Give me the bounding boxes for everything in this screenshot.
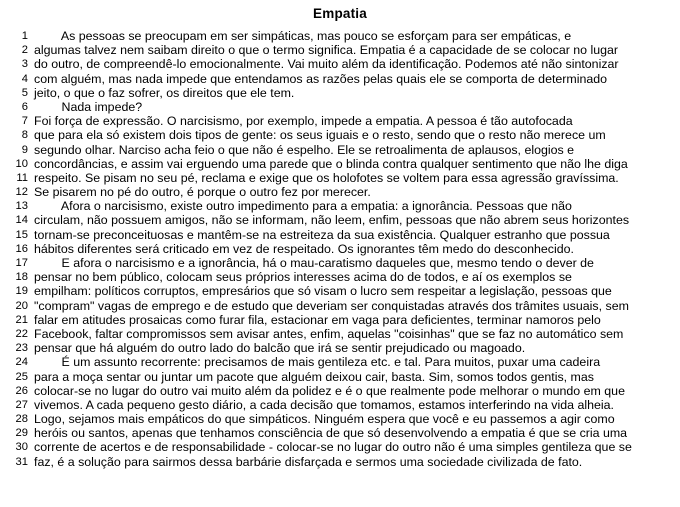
line-text: faz, é a solução para sairmos dessa barbárie disfarçada e sermos uma sociedade civilizada de fato. xyxy=(34,454,583,469)
text-line xyxy=(21,114,672,129)
line-text: vivemos. A cada pequeno gesto diário, a cada decisão que tomamos, estamos interferindo na vida alheia. xyxy=(34,397,614,412)
line-number: 16 xyxy=(15,242,28,255)
line-number: 12 xyxy=(15,186,28,199)
text-line xyxy=(15,369,672,384)
line-text: Foi força de expressão. O narcisismo, por exemplo, impede a empatia. A pessoa é tão autofocada xyxy=(34,114,573,129)
text-line xyxy=(15,270,672,285)
line-number: 5 xyxy=(21,86,28,99)
text-line xyxy=(21,85,672,100)
line-number: 28 xyxy=(15,413,28,426)
line-number: 31 xyxy=(15,455,28,468)
line-number: 8 xyxy=(21,129,28,142)
text-line xyxy=(21,57,672,72)
text-line xyxy=(15,156,672,171)
line-text: As pessoas se preocupam em ser simpáticas, mas pouco se esforçam para ser empáticas, e xyxy=(34,29,572,43)
line-text: É um assunto recorrente: precisamos de mais gentileza etc. e tal. Para muitos, puxar uma cadeira xyxy=(34,355,601,370)
line-text: jeito, o que o faz sofrer, os direitos que ele tem. xyxy=(34,85,295,100)
line-number: 23 xyxy=(15,342,28,355)
line-number: 17 xyxy=(15,257,28,269)
line-number: 21 xyxy=(15,313,28,326)
line-text: do outro, de compreendê-lo emocionalmente. Vai muito além da identificação. Podemos até não sintonizar xyxy=(34,57,619,72)
text-line xyxy=(15,256,672,270)
line-text: Facebook, faltar compromissos sem avisar antes, enfim, aquelas "coisinhas" que se faz no automático sem xyxy=(34,326,624,341)
line-number: 25 xyxy=(15,370,28,383)
line-number: 3 xyxy=(21,58,28,71)
line-number: 13 xyxy=(15,200,28,213)
line-text: falar em atitudes prosaicas como furar fila, estacionar em vaga para deficientes, terminar namoros pelo xyxy=(34,312,601,327)
text-line xyxy=(15,383,672,398)
line-text: que para ela só existem dois tipos de gente: os seus iguais e o resto, sendo que o resto não merece um xyxy=(34,128,606,143)
line-text: pensar que há alguém do outro lado do balcão que irá se sentir prejudicado ou magoado. xyxy=(34,341,526,356)
line-number: 27 xyxy=(15,398,28,411)
text-line xyxy=(15,412,672,427)
text-line xyxy=(15,397,672,412)
line-text: algumas talvez nem saibam direito o que o termo significa. Empatia é a capacidade de se colocar no lugar xyxy=(34,43,619,58)
line-text: com alguém, mas nada impede que entendamos as razões pelas quais ele se comporta de determinado xyxy=(34,71,608,86)
line-number: 20 xyxy=(15,299,28,312)
line-text: respeito. Se pisam no seu pé, reclama e exige que os holofotes se voltem para essa agressão gravíssima. xyxy=(34,170,619,185)
text-line xyxy=(15,326,672,341)
document-body xyxy=(8,29,672,469)
line-text: colocar-se no lugar do outro vai muito além da polidez e é o que realmente pode melhorar o mundo em que xyxy=(34,383,625,398)
line-number: 14 xyxy=(15,214,28,227)
line-text: empilham: políticos corruptos, empresários que só visam o lucro sem respeitar a legislação, pessoas que xyxy=(34,284,612,299)
text-line xyxy=(15,199,672,214)
line-text: circulam, não possuem amigos, não se informam, não leem, enfim, pessoas que não abrem seus horizontes xyxy=(34,213,630,228)
text-line xyxy=(15,227,672,242)
line-text: E afora o narcisismo e a ignorância, há o mau-caratismo daqueles que, mesmo tendo o dever de xyxy=(34,256,594,270)
line-text: Logo, sejamos mais empáticos do que simpáticos. Ninguém espera que você e eu passemos a agir como xyxy=(34,412,615,427)
line-text: Se pisarem no pé do outro, é porque o outro fez por merecer. xyxy=(34,185,371,200)
text-line xyxy=(21,29,672,43)
line-number: 6 xyxy=(21,100,28,113)
line-number: 26 xyxy=(15,384,28,397)
line-text: pensar no bem público, colocam seus próprios interesses acima do de todos, e aí os exemplos se xyxy=(34,270,572,285)
line-number: 19 xyxy=(15,285,28,298)
line-number: 4 xyxy=(21,72,28,85)
line-text: corrente de acertos e de responsabilidade - colocar-se no lugar do outro não é uma simples gentileza que se xyxy=(34,440,632,455)
line-text: para a moça sentar ou juntar um pacote que alguém deixou cair, basta. Sim, somos todos gentis, mas xyxy=(34,369,594,384)
line-number: 1 xyxy=(21,30,28,42)
line-text: hábitos diferentes será criticado em vez de respeitado. Os ignorantes têm medo do desconhecido. xyxy=(34,241,574,256)
line-number: 30 xyxy=(15,441,28,454)
line-number: 15 xyxy=(15,228,28,241)
line-text: tornam-se preconceituosas e mantêm-se na estreiteza da sua existência. Qualquer estranho que possua xyxy=(34,227,610,242)
text-line xyxy=(16,170,672,185)
page-title: Empatia xyxy=(313,6,367,21)
text-line xyxy=(15,241,672,256)
line-text: Nada impede? xyxy=(34,99,143,114)
text-line xyxy=(21,128,672,143)
text-line xyxy=(15,213,672,228)
line-number: 10 xyxy=(15,157,28,170)
line-number: 18 xyxy=(15,271,28,284)
text-line xyxy=(15,454,672,469)
text-line xyxy=(15,284,672,299)
line-text: Afora o narcisismo, existe outro impedimento para a empatia: a ignorância. Pessoas que não xyxy=(34,199,572,214)
line-text: concordâncias, e assim vai erguendo uma parede que o blinda contra qualquer sentimento que não lhe diga xyxy=(34,156,628,171)
text-line xyxy=(15,355,672,370)
line-number: 7 xyxy=(21,115,28,128)
text-line xyxy=(21,43,672,58)
line-text: heróis ou santos, apenas que tenhamos consciência de que só desenvolvendo a empatia é que se cria uma xyxy=(34,426,628,441)
text-line xyxy=(15,312,672,327)
line-number: 24 xyxy=(15,356,28,369)
line-text: "compram" vagas de emprego e de estudo que deveriam ser conquistadas através dos trâmites usuais, sem xyxy=(34,298,629,313)
text-line xyxy=(21,142,672,157)
text-line xyxy=(21,99,672,114)
line-number: 29 xyxy=(15,427,28,440)
line-number: 9 xyxy=(21,143,28,156)
text-line xyxy=(21,71,672,86)
line-text: segundo olhar. Narciso acha feio o que não é espelho. Ele se retroalimenta de aplausos, elogios e xyxy=(34,142,575,157)
text-line xyxy=(15,298,672,313)
text-line xyxy=(15,185,672,200)
line-number: 11 xyxy=(16,171,28,184)
text-line xyxy=(15,440,672,455)
text-line xyxy=(15,426,672,441)
line-number: 2 xyxy=(21,44,28,57)
text-line xyxy=(15,341,672,356)
line-number: 22 xyxy=(15,327,28,340)
